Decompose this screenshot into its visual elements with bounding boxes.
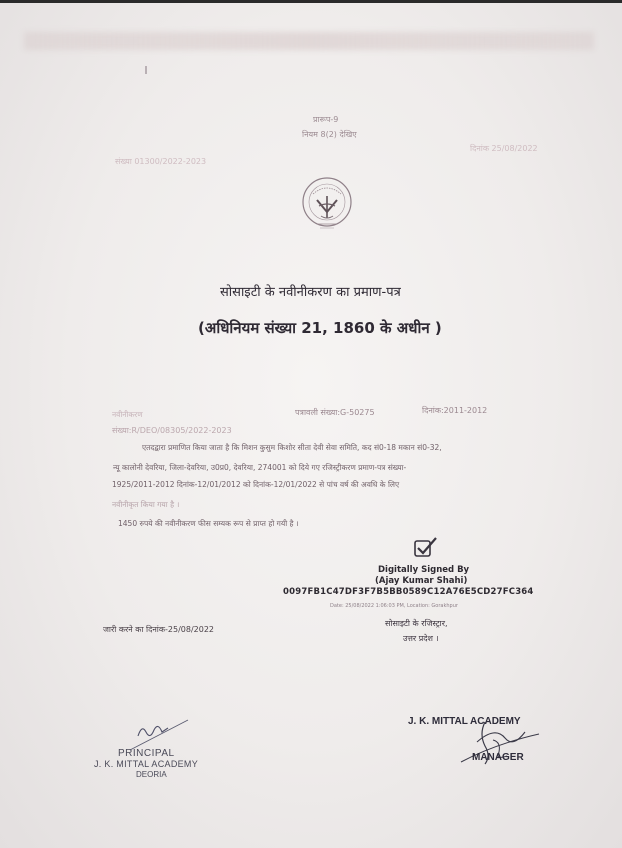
signature-hash: 0097FB1C47DF3F7B5BB0589C12A76E5CD27FC364: [283, 587, 534, 597]
principal-signature-icon: [128, 716, 198, 752]
file-number: पत्रावली संख्या:G-50275: [295, 408, 375, 417]
scan-smudge: [24, 32, 594, 50]
certificate-title: सोसाइटी के नवीनीकरण का प्रमाण-पत्र: [220, 285, 401, 300]
body-line: न्यू कालोनी देवरिया, जिला-देवरिया, उ0प्र0, देवरिया, 274001 को दिये गए रजिस्ट्रीकरण प्रमाण-पत्र संख्या-: [113, 463, 407, 472]
issue-date: दिनांक 25/08/2022: [470, 144, 538, 153]
checkmark-icon: [414, 536, 438, 558]
date-range: दिनांक:2011-2012: [422, 406, 488, 415]
renewal-reference: संख्या:R/DEO/08305/2022-2023: [112, 426, 232, 435]
stray-mark: [145, 66, 147, 74]
body-line: नवीनीकृत किया गया है ।: [112, 500, 180, 509]
registrar-state: उत्तर प्रदेश ।: [403, 634, 439, 643]
principal-stamp-label: PRINCIPAL: [118, 748, 175, 759]
registrar-title: सोसाइटी के रजिस्ट्रार,: [385, 619, 448, 628]
signature-meta: Date: 25/08/2022 1:06:03 PM, Location: Gorakhpur: [330, 603, 458, 609]
rule-number: नियम 8(2) देखिए: [302, 130, 357, 139]
top-edge: [0, 0, 622, 3]
body-line: एतदद्वारा प्रमाणित किया जाता है कि मिशन कुसुम किशोर सीता देवी सेवा समिति, कद सं0-18 मकान सं0-32,: [142, 443, 442, 452]
body-line: 1925/2011-2012 दिनांक-12/01/2012 को दिनांक-12/01/2022 से पांच वर्ष की अवधि के लिए: [112, 480, 400, 489]
manager-stamp-label: MANAGER: [472, 752, 524, 763]
signer-name: (Ajay Kumar Shahi): [375, 576, 468, 586]
certificate-subtitle: (अधिनियम संख्या 21, 1860 के अधीन ): [198, 319, 442, 337]
renewal-label: नवीनीकरण: [112, 410, 143, 419]
principal-stamp-org: J. K. MITTAL ACADEMY: [94, 759, 199, 769]
fee-line: 1450 रुपये की नवीनीकरण फीस सम्यक रूप से प्राप्त हो गयी है ।: [118, 519, 299, 528]
reference-number: संख्या 01300/2022-2023: [115, 157, 207, 166]
principal-stamp-city: DEORIA: [136, 770, 167, 779]
form-number: प्रारूप-9: [313, 115, 339, 124]
signature-title: Digitally Signed By: [378, 565, 470, 575]
manager-stamp-org: J. K. MITTAL ACADEMY: [408, 716, 521, 727]
issued-on-date: जारी करने का दिनांक-25/08/2022: [103, 625, 215, 634]
uttar-pradesh-emblem-icon: [299, 172, 355, 238]
